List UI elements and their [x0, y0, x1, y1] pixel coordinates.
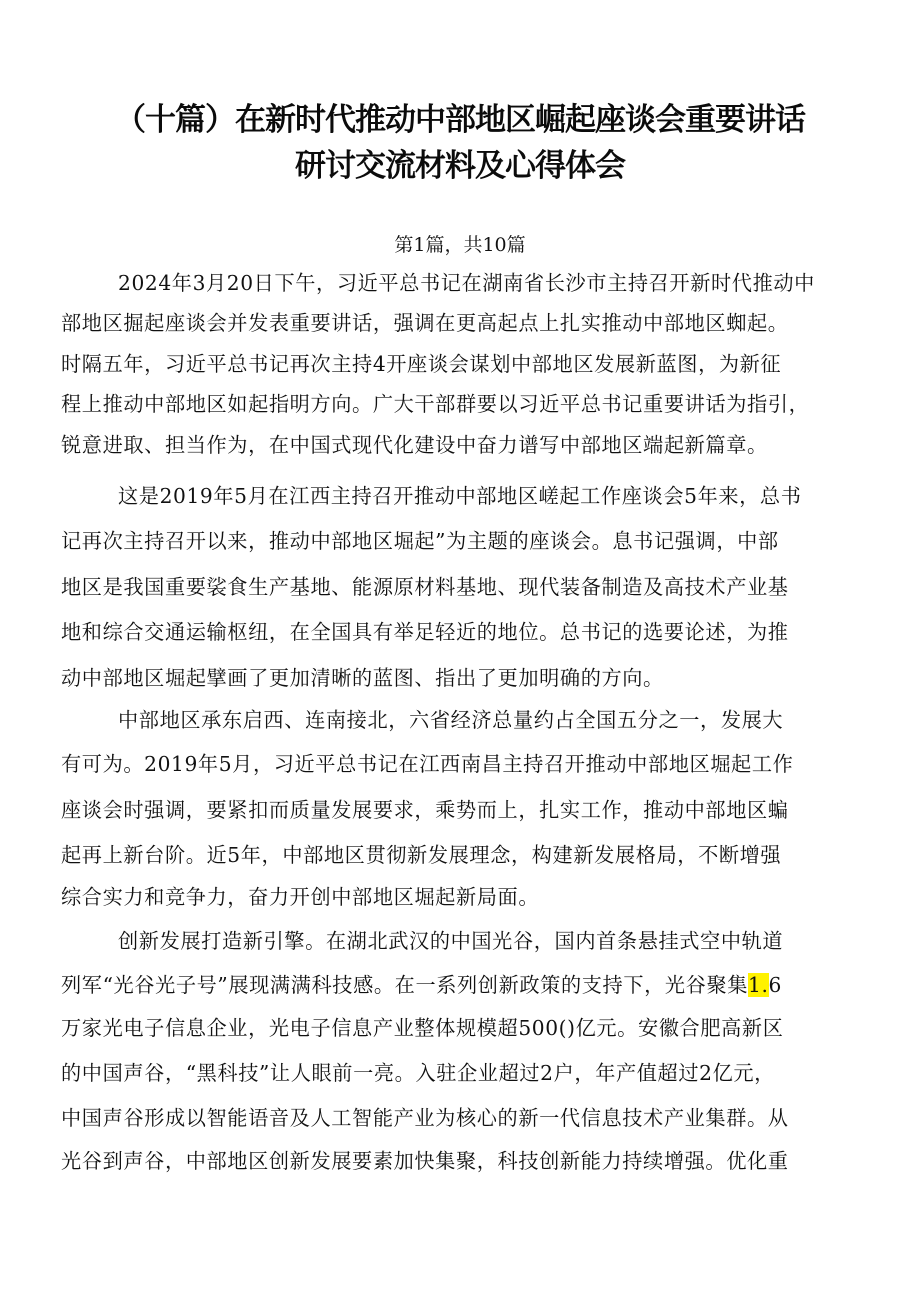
body-line: 锐意进取、担当作为，在中国式现代化建设中奋力谱写中部地区端起新篇章。	[61, 433, 768, 457]
document-title-line-2: 研讨交流材料及心得体会	[295, 148, 625, 184]
body-line: 中国声谷形成以智能语音及人工智能产业为核心的新一代信息技术产业集群。从	[61, 1106, 789, 1130]
body-line: 地和综合交通运输枢纽，在全国具有举足轻近的地位。总书记的选要论述，为推	[61, 620, 789, 644]
body-line: 万家光电子信息企业，光电子信息产业整体规模超500()亿元。安徽合肥高新区	[61, 1016, 784, 1040]
body-line: 这是2019年5月在江西主持召开推动中部地区嵯起工作座谈会5年来，总书	[118, 484, 802, 508]
body-line: 有可为。2019年5月，习近平总书记在江西南昌主持召开推动中部地区堀起工作	[61, 752, 794, 776]
body-line: 记再次主持召开以来，推动中部地区堀起”为主题的座谈会。息书记强调，中部	[61, 529, 779, 553]
body-line: 地区是我国重要裟食生产基地、能源原材料基地、现代装备制造及高技术产业基	[61, 575, 789, 599]
document-title-line-1: （十篇）在新时代推动中部地区崛起座谈会重要讲话	[115, 102, 805, 138]
body-line-text: 列军“光谷光子号”展现满满科技感。在一系列创新政策的支持下，光谷聚集	[61, 973, 749, 997]
body-line: 中部地区承东启西、连南接北，六省经济总量约占全国五分之一，发展大	[118, 708, 784, 732]
body-line: 光谷到声谷，中部地区创新发展要素加快集聚，科技创新能力持续增强。优化重	[61, 1149, 789, 1173]
body-line: 2024年3月20日下午，习近平总书记在湖南省长沙市主持召开新时代推动中	[118, 271, 815, 295]
body-line: 综合实力和竞争力，奋力开创中部地区堀起新局面。	[61, 885, 540, 909]
body-line: 时隔五年，习近平总书记再次主持4开座谈会谋划中部地区发展新蓝图，为新征	[61, 352, 782, 376]
body-line: 的中国声谷，“黑科技”让人眼前一亮。入驻企业超过2户，年产值超过2亿元，	[61, 1061, 775, 1085]
body-line: 创新发展打造新引擎。在湖北武汉的中国光谷，国内首条悬挂式空中轨道	[118, 929, 784, 953]
body-line: 座谈会时强调，要紧扣而质量发展要求，乘势而上，扎实工作，推动中部地区蝙	[61, 798, 789, 822]
body-line: 动中部地区堀起擘画了更加清晰的蓝图、指出了更加明确的方向。	[61, 666, 664, 690]
body-line: 起再上新台阶。近5年，中部地区贯彻新发展理念，构建新发展格局，不断增强	[61, 843, 782, 867]
body-line-with-highlight	[61, 970, 782, 1000]
body-line: 部地区掘起座谈会并发表重要讲话，强调在更高起点上扎实推动中部地区蜘起。	[61, 311, 789, 335]
highlighted-text: 1.	[748, 973, 769, 997]
body-line: 程上推动中部地区如起指明方向。广大干部群要以习近平总书记重要讲话为指引，	[61, 392, 810, 416]
document-subtitle: 第1篇，共10篇	[394, 234, 526, 256]
body-line-tail: 6	[768, 973, 782, 997]
